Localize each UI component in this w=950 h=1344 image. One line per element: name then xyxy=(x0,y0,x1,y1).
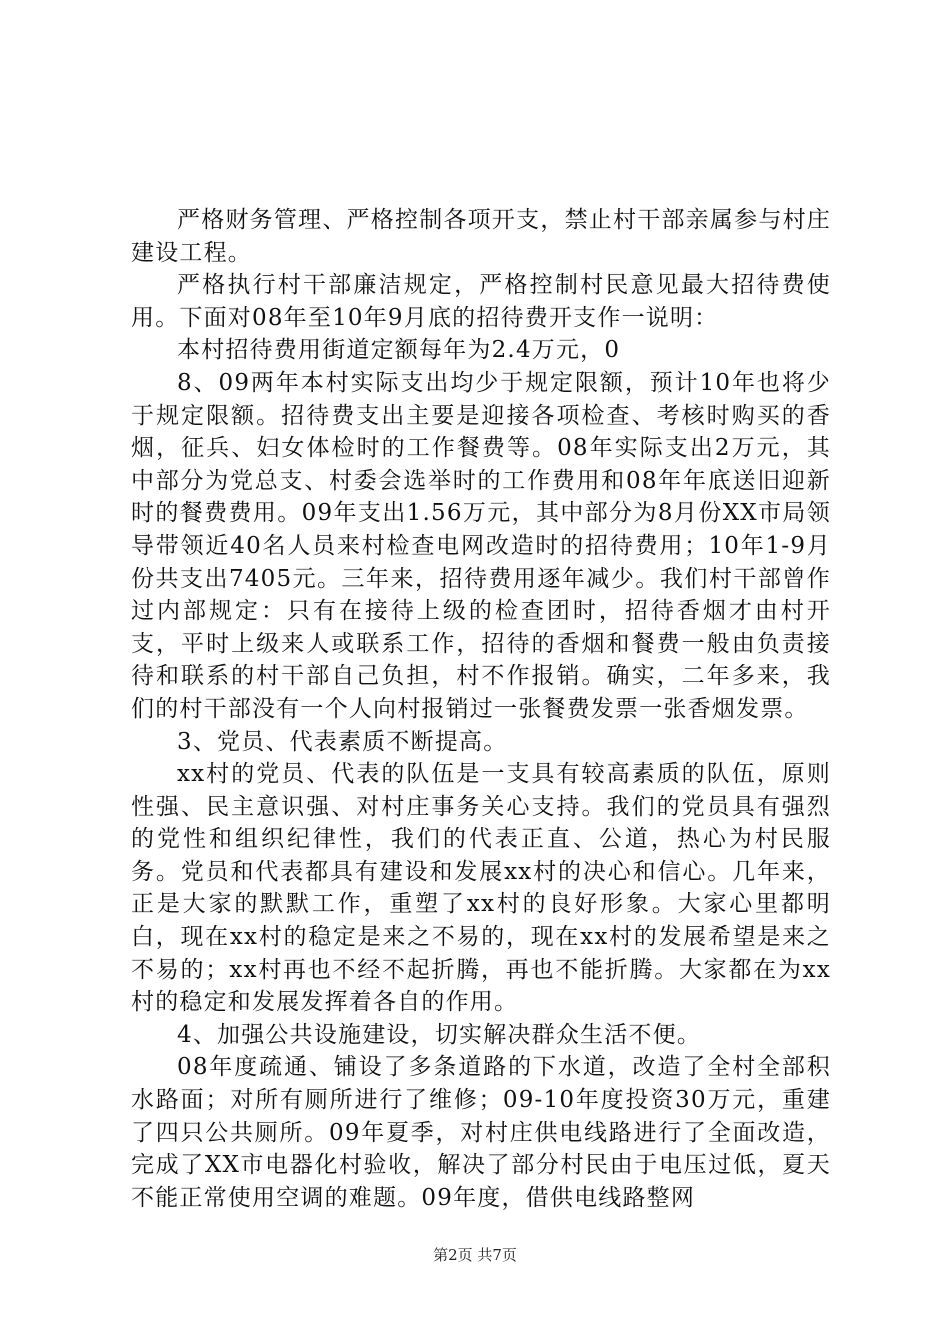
page-number-footer: 第2页 共7页 xyxy=(433,1246,517,1264)
document-body xyxy=(131,204,831,1214)
paragraph-public-facilities: 08年度疏通、铺设了多条道路的下水道，改造了全村全部积水路面；对所有厕所进行了维修；09-10年度投资30万元，重建了四只公共厕所。09年夏季，对村庄供电线路进行了全面改造，完成了XX市电器化村验收，解决了部分村民由于电压过低，夏天不能正常使用空调的难题。09年度，借供电线路整网 xyxy=(131,1054,831,1211)
paragraph-reception-expenses: 8、09两年本村实际支出均少于规定限额，预计10年也将少于规定限额。招待费支出主要是迎接各项检查、考核时购买的香烟，征兵、妇女体检时的工作餐费等。08年实际支出2万元，其中部分为党总支、村委会选举时的工作费用和08年年底送旧迎新时的餐费费用。09年支出1.56万元，其中部分为8月份XX市局领导带领近40名人员来村检查电网改造时的招待费用；10年1-9月份共支出7405元。三年来，招待费用逐年减少。我们村干部曾作过内部规定：只有在接待上级的检查团时，招待香烟才由村开支，平时上级来人或联系工作，招待的香烟和餐费一般由负责接待和联系的村干部自己负担，村不作报销。确实，二年多来，我们的村干部没有一个人向村报销过一张餐费发票一张香烟发票。 xyxy=(131,369,831,722)
paragraph-party-members: xx村的党员、代表的队伍是一支具有较高素质的队伍，原则性强、民主意识强、对村庄事务关心支持。我们的党员具有强烈的党性和组织纪律性，我们的代表正直、公道，热心为村民服务。党员和代表都具有建设和发展xx村的决心和信心。几年来，正是大家的默默工作，重塑了xx村的良好形象。大家心里都明白，现在xx村的稳定是来之不易的，现在xx村的发展希望是来之不易的；xx村再也不经不起折腾，再也不能折腾。大家都在为xx村的稳定和发展发挥着各自的作用。 xyxy=(131,761,831,1016)
section-heading-public-facilities: 4、加强公共设施建设，切实解决群众生活不便。 xyxy=(177,1021,702,1048)
paragraph-reception-quota: 本村招待费用街道定额每年为2.4万元，0 xyxy=(177,337,621,364)
section-heading-party-members: 3、党员、代表素质不断提高。 xyxy=(177,728,508,755)
paragraph-finance-management: 严格财务管理、严格控制各项开支，禁止村干部亲属参与村庄建设工程。 xyxy=(131,207,831,266)
paragraph-integrity-rules: 严格执行村干部廉洁规定，严格控制村民意见最大招待费使用。下面对08年至10年9月底的招待费开支作一说明： xyxy=(131,272,831,331)
